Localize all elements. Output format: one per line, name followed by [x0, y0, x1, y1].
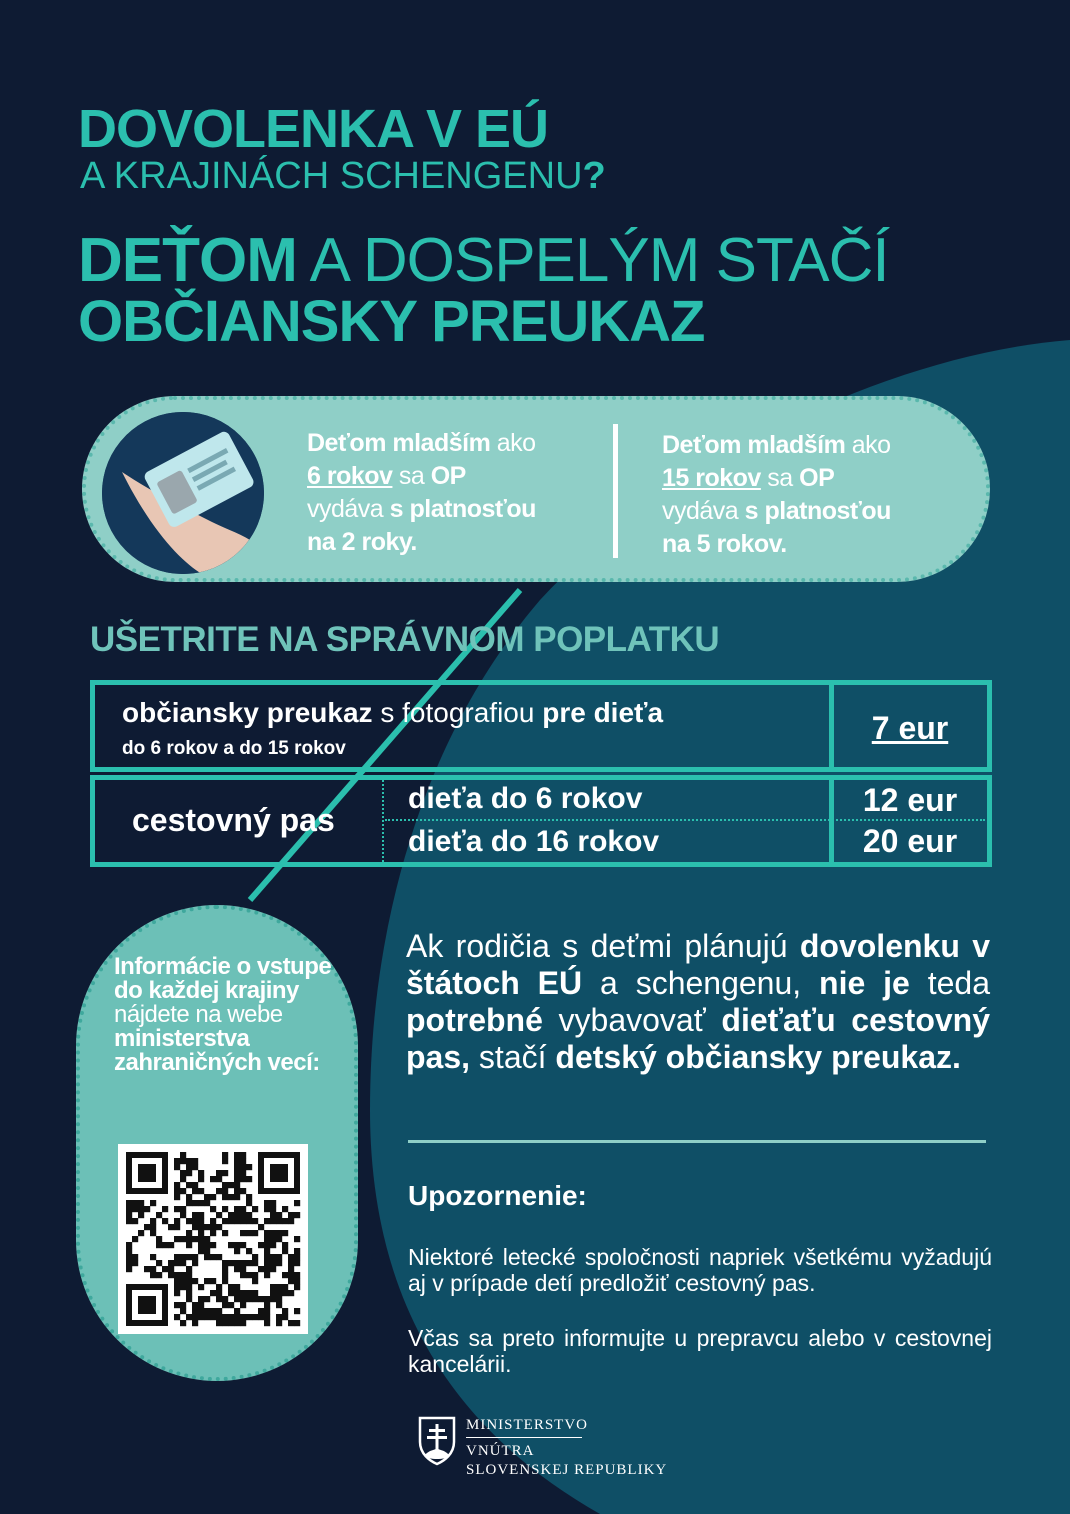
separator-line [408, 1140, 986, 1143]
hand-with-id-card-image [102, 412, 264, 574]
id-card-price: 7 eur [871, 710, 949, 746]
main-message: Ak rodičia s deťmi plánujú dovolenku v štátoch EÚ a schengenu, nie je teda potrebné vybavovať dieťaťu cestovný pas, stačí detský občiansky preukaz. [406, 928, 991, 1075]
ministry-logo-text [466, 1416, 667, 1480]
warning-paragraph-2: Včas sa preto informujte u prepravcu alebo v cestovnej kancelárii. [408, 1325, 992, 1377]
qr-code[interactable] [118, 1144, 308, 1334]
logo-line-3: SLOVENSKEJ REPUBLIKY [466, 1462, 668, 1478]
passport-row-price: 20 eur [862, 823, 958, 859]
logo-line-1: MINISTERSTVO [466, 1416, 582, 1438]
headline-2: A KRAJINÁCH SCHENGENU? [80, 155, 606, 197]
headline-1: DOVOLENKA V EÚ [78, 99, 549, 159]
headline-4: OBČIANSKY PREUKAZ [78, 289, 705, 354]
headline-3: DEŤOM A DOSPELÝM STAČÍ [78, 226, 889, 295]
passport-label: cestovný pas [132, 802, 335, 838]
passport-row-separator [385, 819, 985, 821]
fees-heading: UŠETRITE NA SPRÁVNOM POPLATKU [90, 620, 720, 659]
validity-left-text: Deťom mladším ako 6 rokov sa OP vydáva s platnosťou na 2 roky. [307, 429, 536, 556]
fee-divider [829, 775, 834, 867]
validity-right-text: Deťom mladším ako 15 rokov sa OP vydáva s platnosťou na 5 rokov. [662, 431, 891, 558]
info-text: Informácie o vstupe do každej krajiny nájdete na webe ministerstva zahraničných vecí: [114, 953, 332, 1076]
passport-row-price: 12 eur [862, 782, 958, 818]
slovak-crest-icon [418, 1416, 456, 1466]
passport-row-label: dieťa do 16 rokov [408, 825, 660, 858]
id-card-sublabel: do 6 rokov a do 15 rokov [122, 738, 346, 759]
warning-paragraph-1: Niektoré letecké spoločnosti napriek všetkému vyžadujú aj v prípade detí predložiť cestovný pas. [408, 1244, 992, 1296]
fee-divider [829, 680, 834, 772]
id-card-label: občiansky preukaz s fotografiou pre dieťa [122, 697, 664, 728]
passport-dotted-divider [382, 780, 384, 862]
warning-heading: Upozornenie: [408, 1180, 587, 1211]
logo-line-2: VNÚTRA [466, 1443, 535, 1459]
passport-row-label: dieťa do 6 rokov [408, 782, 643, 815]
pill-divider [613, 424, 618, 558]
